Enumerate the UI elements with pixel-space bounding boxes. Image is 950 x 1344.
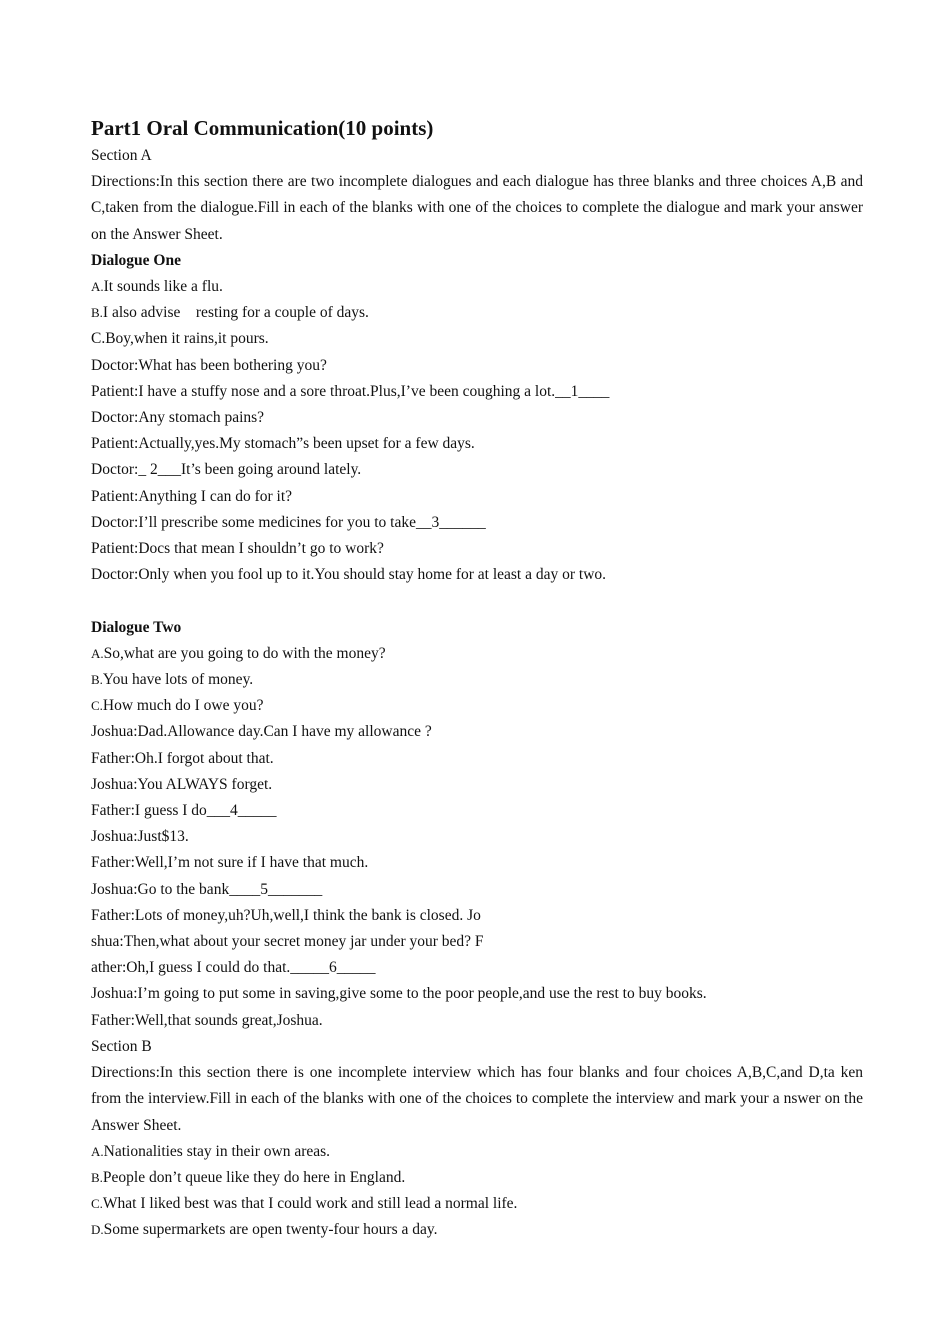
choice-mark: B. bbox=[91, 1169, 103, 1185]
choice-text: Some supermarkets are open twenty-four hours a day. bbox=[103, 1221, 438, 1239]
dialogue-line: Joshua:Go to the bank____5_______ bbox=[91, 880, 323, 898]
choice-mark: C. bbox=[91, 330, 106, 348]
dialogue-line: shua:Then,what about your secret money jar under your bed? F bbox=[91, 933, 484, 951]
choice-mark: D. bbox=[91, 1222, 104, 1238]
choice-text: How much do I owe you? bbox=[102, 697, 264, 715]
dialogue-line: Doctor:_ 2___It’s been going around lately. bbox=[91, 461, 362, 479]
section-a-directions: Directions:In this section there are two incomplete dialogues and each dialogue has three blanks and three choices A,B and C,taken from the dialogue.Fill in each of the blanks with one of the choices to complete the dialogue and mark your answer on the Answer Sheet. bbox=[91, 173, 867, 243]
part-title: Part1 Oral Communication(10 points) bbox=[91, 116, 434, 140]
choice-text: People don’t queue like they do here in England. bbox=[102, 1168, 406, 1186]
dialogue-line: Father:I guess I do___4_____ bbox=[91, 802, 277, 820]
dialogue-two-heading: Dialogue Two bbox=[91, 618, 182, 636]
section-b-choice-c bbox=[91, 1191, 863, 1217]
choice-mark: A. bbox=[91, 645, 104, 661]
choice-text: So,what are you going to do with the money? bbox=[103, 644, 386, 662]
dialogue-line: Father:Well,that sounds great,Joshua. bbox=[91, 1011, 323, 1029]
dialogue-one-choice-a bbox=[91, 274, 863, 300]
section-a-heading: Section A bbox=[91, 147, 152, 164]
choice-mark: B. bbox=[91, 672, 103, 688]
choice-mark: A. bbox=[91, 1143, 104, 1159]
dialogue-line: Joshua:You ALWAYS forget. bbox=[91, 775, 273, 793]
dialogue-line: Father:Oh.I forgot about that. bbox=[91, 749, 274, 767]
dialogue-one-choice-b bbox=[91, 300, 863, 326]
dialogue-one-heading: Dialogue One bbox=[91, 251, 181, 269]
dialogue-line: Doctor:I’ll prescribe some medicines for you to take__3______ bbox=[91, 513, 486, 531]
dialogue-line: Doctor:Any stomach pains? bbox=[91, 409, 265, 427]
section-b-heading: Section B bbox=[91, 1037, 152, 1055]
dialogue-line: Joshua:I’m going to put some in saving,give some to the poor people,and use the rest to buy books. bbox=[91, 985, 707, 1003]
choice-mark: C. bbox=[91, 698, 103, 714]
section-b-choice-a bbox=[91, 1139, 863, 1165]
dialogue-line: ather:Oh,I guess I could do that._____6_____ bbox=[91, 959, 376, 977]
dialogue-one-choice-c bbox=[91, 326, 863, 352]
section-b-directions: Directions:In this section there is one incomplete interview which has four blanks and four choices A,B,C,and D,ta ken from the interview.Fill in each of the blanks with one of the choices to complete the interview and mark your a nswer on the Answer Sheet. bbox=[91, 1064, 867, 1134]
dialogue-line: Patient:Anything I can do for it? bbox=[91, 487, 293, 505]
choice-text: I also advise resting for a couple of days. bbox=[102, 304, 369, 322]
section-b-choice-d bbox=[91, 1217, 863, 1243]
blank-line bbox=[91, 588, 863, 614]
choice-text: Nationalities stay in their own areas. bbox=[103, 1142, 331, 1160]
dialogue-two-choice-b bbox=[91, 667, 863, 693]
choice-mark: B. bbox=[91, 305, 103, 321]
dialogue-two-choice-c bbox=[91, 693, 863, 719]
dialogue-line: Doctor:Only when you fool up to it.You should stay home for at least a day or two. bbox=[91, 566, 607, 584]
choice-text: You have lots of money. bbox=[102, 671, 254, 689]
section-b-choice-b bbox=[91, 1165, 863, 1191]
dialogue-line: Joshua:Dad.Allowance day.Can I have my allowance ? bbox=[91, 723, 432, 741]
dialogue-line: Joshua:Just$13. bbox=[91, 828, 189, 846]
choice-text: What I liked best was that I could work and still lead a normal life. bbox=[102, 1195, 518, 1213]
choice-mark: A. bbox=[91, 279, 104, 295]
dialogue-line: Patient:Actually,yes.My stomach”s been upset for a few days. bbox=[91, 435, 475, 453]
choice-text: Boy,when it rains,it pours. bbox=[105, 330, 269, 348]
dialogue-two-choice-a bbox=[91, 641, 863, 667]
dialogue-line: Patient:I have a stuffy nose and a sore throat.Plus,I’ve been coughing a lot.__1____ bbox=[91, 382, 610, 400]
choice-text: It sounds like a flu. bbox=[103, 278, 223, 296]
dialogue-line: Father:Well,I’m not sure if I have that much. bbox=[91, 854, 369, 872]
dialogue-line: Doctor:What has been bothering you? bbox=[91, 356, 327, 374]
dialogue-line: Patient:Docs that mean I shouldn’t go to work? bbox=[91, 540, 384, 558]
choice-mark: C. bbox=[91, 1196, 103, 1212]
dialogue-line: Father:Lots of money,uh?Uh,well,I think the bank is closed. Jo bbox=[91, 906, 481, 924]
document-page bbox=[91, 113, 867, 1244]
